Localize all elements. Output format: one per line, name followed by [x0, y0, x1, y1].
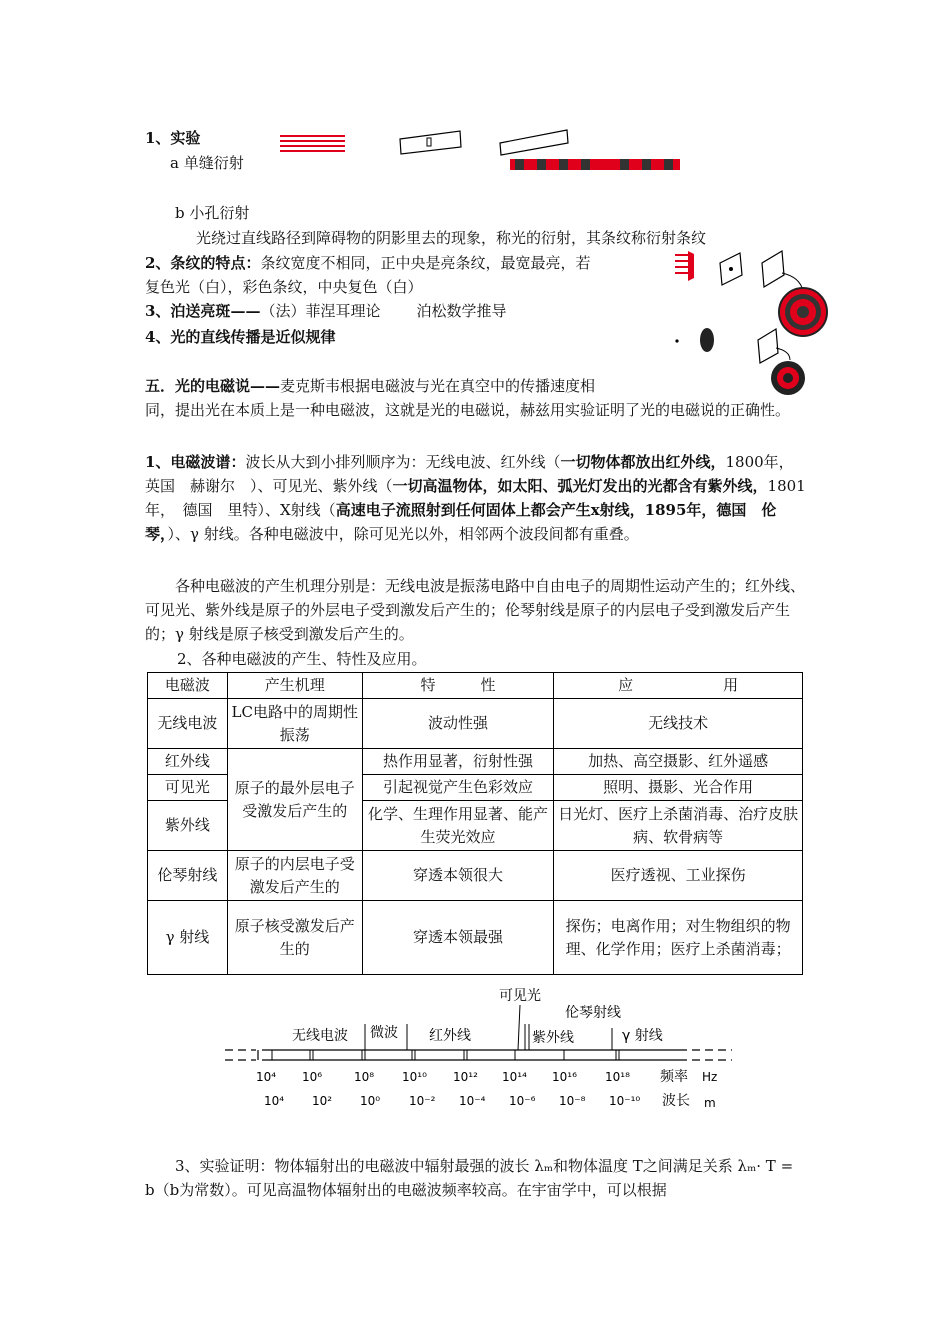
item3-line [145, 300, 506, 321]
table-cell: 红外线 [148, 749, 228, 775]
item4-heading: 4、光的直线传播是近似规律 [145, 328, 336, 346]
freq-axis-label: 频率 [660, 1069, 688, 1085]
table-cell: 可见光 [148, 775, 228, 801]
band-label: γ 射线 [622, 1028, 663, 1044]
table-header-cell: 特 性 [362, 673, 554, 699]
band-label: 微波 [370, 1025, 398, 1041]
section5-line1: 麦克斯韦根据电磁波与光在真空中的传播速度相 [280, 377, 596, 395]
freq-tick-label: 10¹⁸ [605, 1070, 630, 1084]
table-row [148, 901, 803, 975]
table-cell: 波动性强 [362, 699, 554, 749]
item2-line2: 复色光（白），彩色条纹，中央复色（白） [145, 278, 423, 296]
item3-text: （法）菲涅耳理论 [260, 302, 381, 320]
spectrum-label: 1、电磁波谱： [145, 453, 246, 471]
table-cell: 探伤；电离作用；对生物组织的物理、化学作用；医疗上杀菌消毒； [554, 901, 803, 975]
table-header-cell: 产生机理 [227, 673, 362, 699]
visible-light-pointer [518, 1005, 520, 1050]
item3-text2: 泊松数学推导 [416, 302, 507, 320]
freq-tick-label: 10¹² [453, 1070, 478, 1084]
table-cell: 伦琴射线 [148, 851, 228, 901]
table-cell: 原子核受激发后产生的 [227, 901, 362, 975]
table-header-row [148, 673, 803, 699]
table-cell: 日光灯、医疗上杀菌消毒、治疗皮肤病、软骨病等 [554, 801, 803, 851]
wave-tick-label: 10² [312, 1094, 333, 1108]
wave-tick-label: 10⁴ [264, 1094, 285, 1108]
wave-tick-label: 10⁰ [360, 1094, 381, 1108]
spectrum-paragraph [145, 450, 807, 546]
wave-axis-unit: m [704, 1096, 716, 1110]
table-row [148, 851, 803, 901]
freq-axis-unit: Hz [702, 1070, 718, 1084]
diffraction-definition: 光绕过直线路径到障碍物的阴影里去的现象，称光的衍射，其条纹称衍射条纹 [196, 229, 707, 247]
freq-tick-label: 10⁴ [256, 1070, 277, 1084]
mechanism-paragraph: 各种电磁波的产生机理分别是：无线电波是振荡电路中自由电子的周期性运动产生的；红外线、可见光、紫外线是原子的外层电子受到激发后产生的；伦琴射线是原子的内层电子受到激发后产生的；γ 射线是原子核受到激发后产生的。 [145, 577, 806, 643]
em-spectrum-diagram [222, 980, 742, 1120]
table-cell: 原子的内层电子受激发后产生的 [227, 851, 362, 901]
table-cell: 穿透本领很大 [362, 851, 554, 901]
table-row [148, 699, 803, 749]
table-cell: 紫外线 [148, 801, 228, 851]
spectrum-bold-3: 高速电子流照射到任何固体上都会产生x射线，1895年，德国 伦琴， [145, 501, 777, 543]
wave-tick-label: 10⁻⁴ [459, 1094, 486, 1108]
spectrum-text-4: ）、γ 射线。各种电磁波中，除可见光以外，相邻两个波段间都有重叠。 [167, 525, 639, 543]
table-cell: 化学、生理作用显著、能产生荧光效应 [362, 801, 554, 851]
item2-line1 [145, 252, 590, 273]
freq-tick-label: 10⁶ [302, 1070, 323, 1084]
table-row [148, 749, 803, 775]
table-cell: 穿透本领最强 [362, 901, 554, 975]
freq-tick-label: 10¹⁰ [402, 1070, 427, 1084]
spectrum-text-2: 1800年，英国 赫谢尔 ）、可见光、紫外线（ [145, 453, 794, 495]
section5-rest: 同，提出光在本质上是一种电磁波，这就是光的电磁说，赫兹用实验证明了光的电磁说的正确性。 [145, 401, 791, 419]
table-cell: 医疗透视、工业探伤 [554, 851, 803, 901]
spectrum-bold-2: 一切高温物体，如太阳、弧光灯发出的光都含有紫外线， [392, 477, 768, 495]
table-cell: 原子的最外层电子受激发后产生的 [227, 749, 362, 851]
band-label: 红外线 [429, 1028, 471, 1044]
band-label: 伦琴射线 [565, 1005, 621, 1021]
table-header-cell: 电磁波 [148, 673, 228, 699]
item1a-label: a 单缝衍射 [170, 154, 244, 172]
wave-tick-label: 10⁻¹⁰ [609, 1094, 641, 1108]
band-label: 紫外线 [532, 1030, 574, 1046]
table-caption: 2、各种电磁波的产生、特性及应用。 [177, 650, 427, 668]
single-slit-figure [275, 125, 695, 175]
band-label: 可见光 [499, 988, 541, 1004]
spectrum-bold-1: 一切物体都放出红外线， [560, 453, 726, 471]
freq-tick-label: 10¹⁴ [502, 1070, 527, 1084]
wave-tick-label: 10⁻² [409, 1094, 436, 1108]
table-cell: LC电路中的周期性振荡 [227, 699, 362, 749]
wave-tick-label: 10⁻⁸ [559, 1094, 586, 1108]
table-cell: 引起视觉产生色彩效应 [362, 775, 554, 801]
table-cell: 无线技术 [554, 699, 803, 749]
item1b-label: b 小孔衍射 [175, 204, 250, 222]
band-label: 无线电波 [292, 1028, 348, 1044]
freq-tick-label: 10⁸ [354, 1070, 375, 1084]
bottom-paragraph: 3、实验证明：物体辐射出的电磁波中辐射最强的波长 λₘ和物体温度 T之间满足关系 λₘ· T = b（b为常数）。可见高温物体辐射出的电磁波频率较高。在宇宙学中，可以根据 [145, 1157, 794, 1199]
item2-label: 2、条纹的特点： [145, 254, 261, 272]
em-wave-table [147, 672, 803, 975]
spectrum-text-3: 1801年， 德国 里特）、X射线（ [145, 477, 806, 519]
table-cell: 加热、高空摄影、红外遥感 [554, 749, 803, 775]
table-cell: γ 射线 [148, 901, 228, 975]
section5-heading: 五．光的电磁说—— [145, 377, 281, 395]
wave-axis-label: 波长 [662, 1093, 690, 1109]
item1-heading: 1、实验 [145, 129, 201, 147]
section5-paragraph [145, 374, 807, 422]
table-cell: 照明、摄影、光合作用 [554, 775, 803, 801]
freq-tick-label: 10¹⁶ [552, 1070, 577, 1084]
spectrum-text-1: 波长从大到小排列顺序为：无线电波、红外线（ [245, 453, 561, 471]
table-cell: 热作用显著，衍射性强 [362, 749, 554, 775]
item2-text-1: 条纹宽度不相同，正中央是亮条纹，最宽最亮，若 [260, 254, 591, 272]
item3-label: 3、泊送亮斑—— [145, 302, 261, 320]
table-cell: 无线电波 [148, 699, 228, 749]
table-header-cell: 应 用 [554, 673, 803, 699]
wave-tick-label: 10⁻⁶ [509, 1094, 536, 1108]
